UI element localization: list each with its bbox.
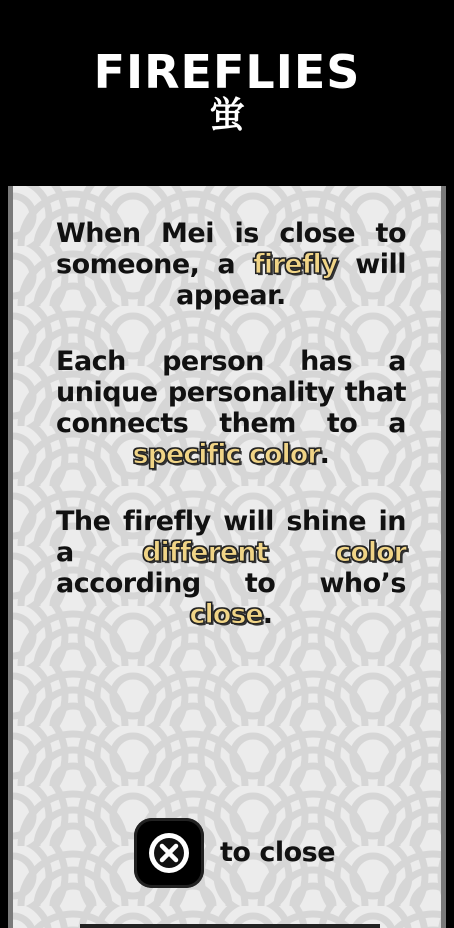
close-button[interactable] bbox=[134, 818, 204, 888]
paragraph-firefly-appear: When Mei is close to someone, a firefly will appear. bbox=[56, 218, 406, 311]
highlight-specific-color: specific color bbox=[132, 439, 320, 470]
close-icon bbox=[149, 833, 189, 873]
bottom-divider bbox=[80, 924, 380, 928]
page-subtitle-kanji: 蛍 bbox=[208, 95, 245, 136]
paragraph-different-color: The firefly will shine in a different color according to who’s close. bbox=[56, 506, 406, 630]
paragraph-personality-color: Each person has a unique personality that connects them to a specific color. bbox=[56, 346, 406, 470]
highlight-different-color: different color bbox=[142, 537, 406, 568]
highlight-close: close bbox=[189, 599, 263, 630]
info-panel bbox=[8, 186, 446, 928]
header bbox=[0, 0, 454, 186]
page-title: FIREFLIES bbox=[93, 45, 361, 99]
close-hint bbox=[134, 818, 354, 890]
highlight-firefly: firefly bbox=[253, 249, 338, 280]
close-label: to close bbox=[220, 837, 336, 868]
